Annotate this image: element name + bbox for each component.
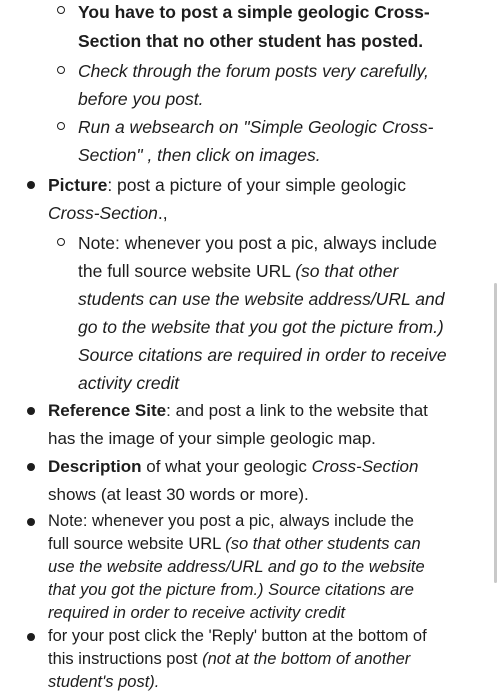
- scrollbar[interactable]: [494, 283, 497, 583]
- hollow-bullet-icon: [57, 66, 65, 74]
- text-line: You have to post a simple geologic Cross-: [78, 2, 430, 22]
- text-line: full source website URL (so that other students can: [48, 535, 421, 553]
- text-line: activity credit: [78, 373, 180, 393]
- bullet-icon: [27, 407, 35, 415]
- text-line: before you post.: [78, 89, 204, 109]
- text-line: that you got the picture from.) Source citations are: [48, 581, 414, 599]
- text-line: Reference Site: and post a link to the website that: [48, 401, 428, 420]
- text-line: students can use the website address/URL and: [78, 289, 445, 309]
- text-line: Note: whenever you post a pic, always include: [78, 233, 437, 253]
- text-line: student's post).: [48, 673, 160, 691]
- text-line: Source citations are required in order to receive: [78, 345, 447, 365]
- hollow-bullet-icon: [57, 6, 65, 14]
- text-line: Run a websearch on "Simple Geologic Cross-: [78, 117, 434, 137]
- text-line: go to the website that you got the picture from.): [78, 317, 444, 337]
- text-line: for your post click the 'Reply' button at the bottom of: [48, 627, 427, 645]
- text-line: Note: whenever you post a pic, always include the: [48, 512, 414, 530]
- text-line: use the website address/URL and go to the website: [48, 558, 425, 576]
- text-line: required in order to receive activity credit: [48, 604, 346, 622]
- text-line: Picture: post a picture of your simple geologic: [48, 175, 406, 195]
- text-line: Cross-Section.,: [48, 203, 168, 223]
- text-line: the full source website URL (so that other: [78, 261, 399, 281]
- text-line: this instructions post (not at the bottom of another: [48, 650, 411, 668]
- bullet-icon: [27, 181, 35, 189]
- hollow-bullet-icon: [57, 238, 65, 246]
- text-line: Section that no other student has posted.: [78, 31, 424, 51]
- bullet-icon: [27, 518, 35, 526]
- text-line: shows (at least 30 words or more).: [48, 485, 309, 504]
- bullet-icon: [27, 633, 35, 641]
- text-line: has the image of your simple geologic map.: [48, 429, 376, 448]
- text-line: Section" , then click on images.: [78, 145, 321, 165]
- bullet-icon: [27, 463, 35, 471]
- hollow-bullet-icon: [57, 122, 65, 130]
- text-line: Check through the forum posts very carefully,: [78, 61, 429, 81]
- text-line: Description of what your geologic Cross-Section: [48, 457, 419, 476]
